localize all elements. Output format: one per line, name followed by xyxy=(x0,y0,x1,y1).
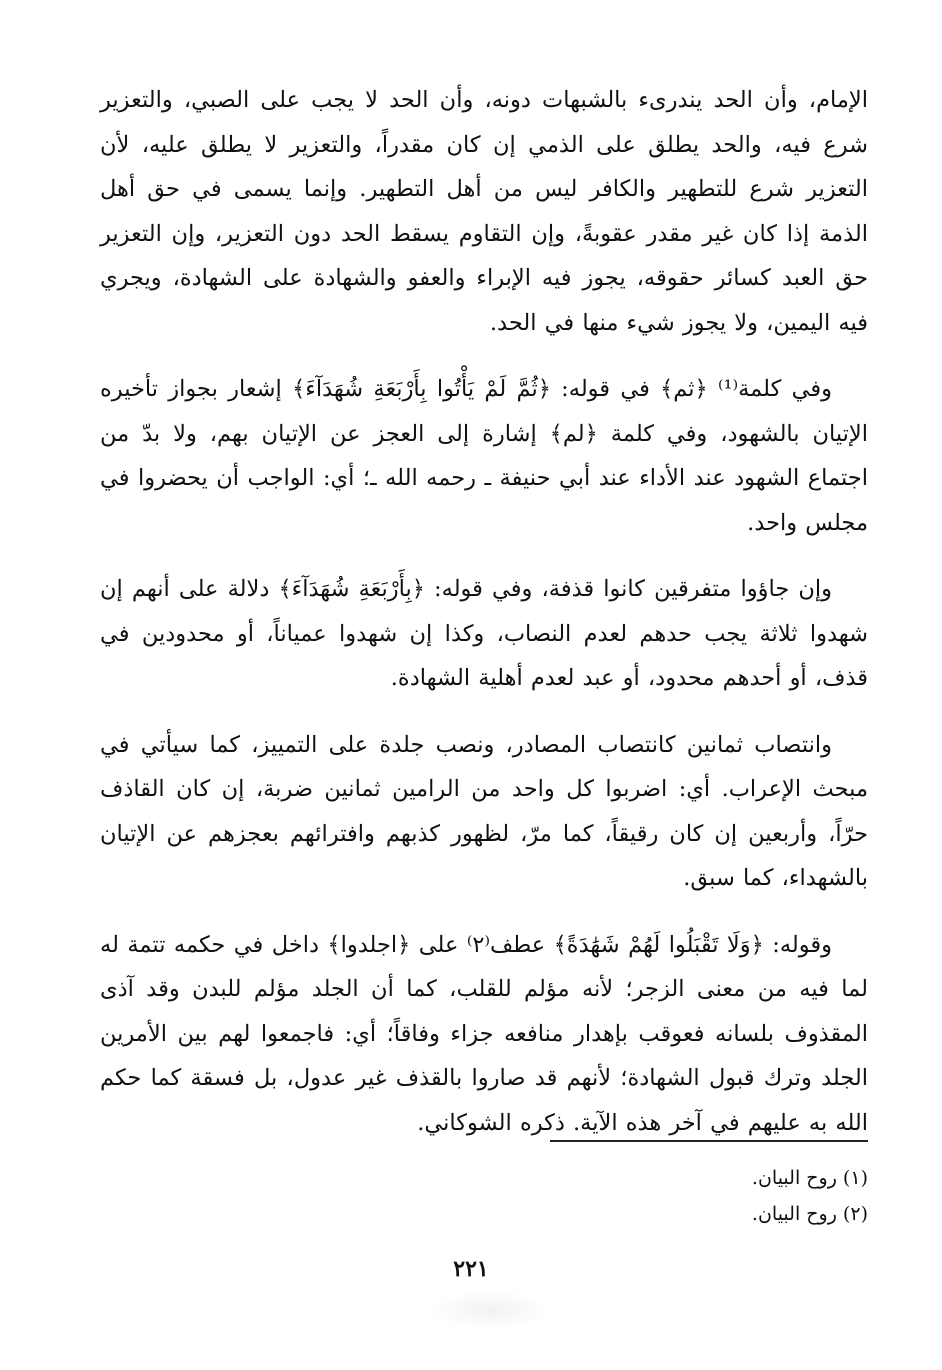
paragraph-5: وقوله: ﴿وَلَا تَقْبَلُوا لَهُمْ شَهَٰدَةً﴾ عطف⁽٢⁾ على ﴿اجلدوا﴾ داخل في حكمه تتمة له لما فيه من معنى الزجر؛ لأنه مؤلم للقلب، كما أن الجلد مؤلم للبدن وقد آذى المقذوف بلسانه فعوقب بإهدار منافعه جزاء وفاقاً؛ أي: فاجمعوا لهم بين الأمرين الجلد وترك قبول الشهادة؛ لأنهم قد صاروا بالقذف غير عدول، بل فسقة كما حكم الله به عليهم في آخر هذه الآية. ذكره الشوكاني. xyxy=(100,931,868,1136)
scan-smudge xyxy=(430,1290,550,1330)
page-number: ٢٢١ xyxy=(453,1256,489,1282)
footnote-1: (١) روح البيان. xyxy=(751,1167,868,1189)
page-body xyxy=(100,78,868,1167)
paragraph-4: وانتصاب ثمانين كانتصاب المصادر، ونصب جلدة على التمييز، كما سيأتي في مبحث الإعراب. أي: اضربوا كل واحد من الرامين ثمانين ضربة، إن كان القاذف حرّاً، وأربعين إن كان رقيقاً، كما مرّ، لظهور كذبهم وافترائهم بعجزهم عن الإتيان بالشهداء، كما سبق. xyxy=(100,731,868,891)
footnote-divider xyxy=(550,1140,868,1142)
paragraph-2: وفي كلمة⁽¹⁾ ﴿ثم﴾ في قوله: ﴿ثُمَّ لَمْ يَأْتُوا بِأَرْبَعَةِ شُهَدَآءَ﴾ إشعار بجواز تأخيره الإتيان بالشهود، وفي كلمة ﴿لم﴾ إشارة إلى العجز عن الإتيان بهم، ولا بدّ من اجتماع الشهود عند الأداء عند أبي حنيفة ـ رحمه الله ـ؛ أي: الواجب أن يحضروا في مجلس واحد. xyxy=(100,376,868,536)
footnote-2: (٢) روح البيان. xyxy=(751,1203,868,1225)
paragraph-1: الإمام، وأن الحد يندرىء بالشبهات دونه، وأن الحد لا يجب على الصبي، والتعزير شرع فيه، والحد يطلق على الذمي إن كان مقدراً، والتعزير لا يطلق عليه، لأن التعزير شرع للتطهير والكافر ليس من أهل التطهير. وإنما يسمى في حق أهل الذمة إذا كان غير مقدر عقوبةً، وإن التقاوم يسقط الحد دون التعزير، وإن التعزير حق العبد كسائر حقوقه، يجوز فيه الإبراء والعفو والشهادة على الشهادة، ويجري فيه اليمين، ولا يجوز شيء منها في الحد. xyxy=(100,87,868,336)
paragraph-3: وإن جاؤوا متفرقين كانوا قذفة، وفي قوله: ﴿بِأَرْبَعَةِ شُهَدَآءَ﴾ دلالة على أنهم إن شهدوا ثلاثة يجب حدهم لعدم النصاب، وكذا إن شهدوا عمياناً، أو محدودين في قذف، أو أحدهم محدود، أو عبد لعدم أهلية الشهادة. xyxy=(100,576,868,691)
footnotes xyxy=(368,1160,868,1232)
